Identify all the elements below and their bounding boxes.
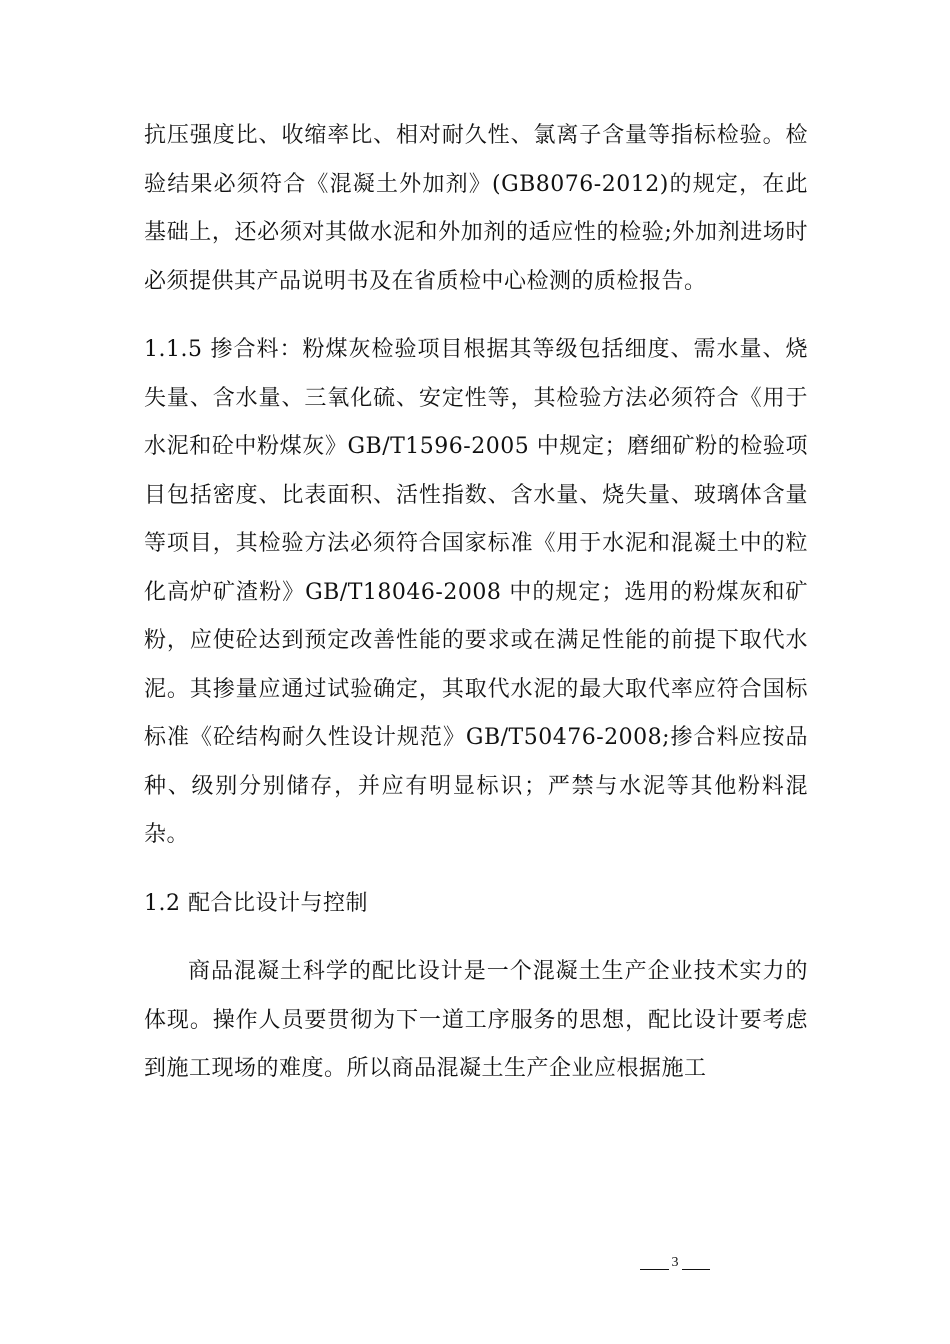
- document-body: [144, 112, 808, 1094]
- paragraph-mineral-admixture: 1.1.5 掺合料：粉煤灰检验项目根据其等级包括细度、需水量、烧失量、含水量、三氧化硫、安定性等，其检验方法必须符合《用于水泥和砼中粉煤灰》GB/T1596-2005 中规定；磨细矿粉的检验项目包括密度、比表面积、活性指数、含水量、烧失量、玻璃体含量等项目，其检验方法必须符合国家标准《用于水泥和混凝土中的粒化高炉矿渣粉》GB/T18046-2008 中的规定；选用的粉煤灰和矿粉，应使砼达到预定改善性能的要求或在满足性能的前提下取代水泥。其掺量应通过试验确定，其取代水泥的最大取代率应符合国标标准《砼结构耐久性设计规范》GB/T50476-2008;掺合料应按品种、级别分别储存，并应有明显标识；严禁与水泥等其他粉料混杂。: [144, 337, 808, 847]
- paragraph-mix-design-intro: 商品混凝土科学的配比设计是一个混凝土生产企业技术实力的体现。操作人员要贯彻为下一道工序服务的思想，配比设计要考虑到施工现场的难度。所以商品混凝土生产企业应根据施工: [144, 959, 808, 1081]
- page-number: 3: [669, 1254, 682, 1272]
- paragraph-admixture-testing: 抗压强度比、收缩率比、相对耐久性、氯离子含量等指标检验。检验结果必须符合《混凝土外加剂》(GB8076-2012)的规定，在此基础上，还必须对其做水泥和外加剂的适应性的检验;外加剂进场时必须提供其产品说明书及在省质检中心检测的质检报告。: [144, 123, 808, 294]
- section-heading-mix-design: 1.2 配合比设计与控制: [144, 890, 368, 916]
- page-footer: [640, 1252, 710, 1282]
